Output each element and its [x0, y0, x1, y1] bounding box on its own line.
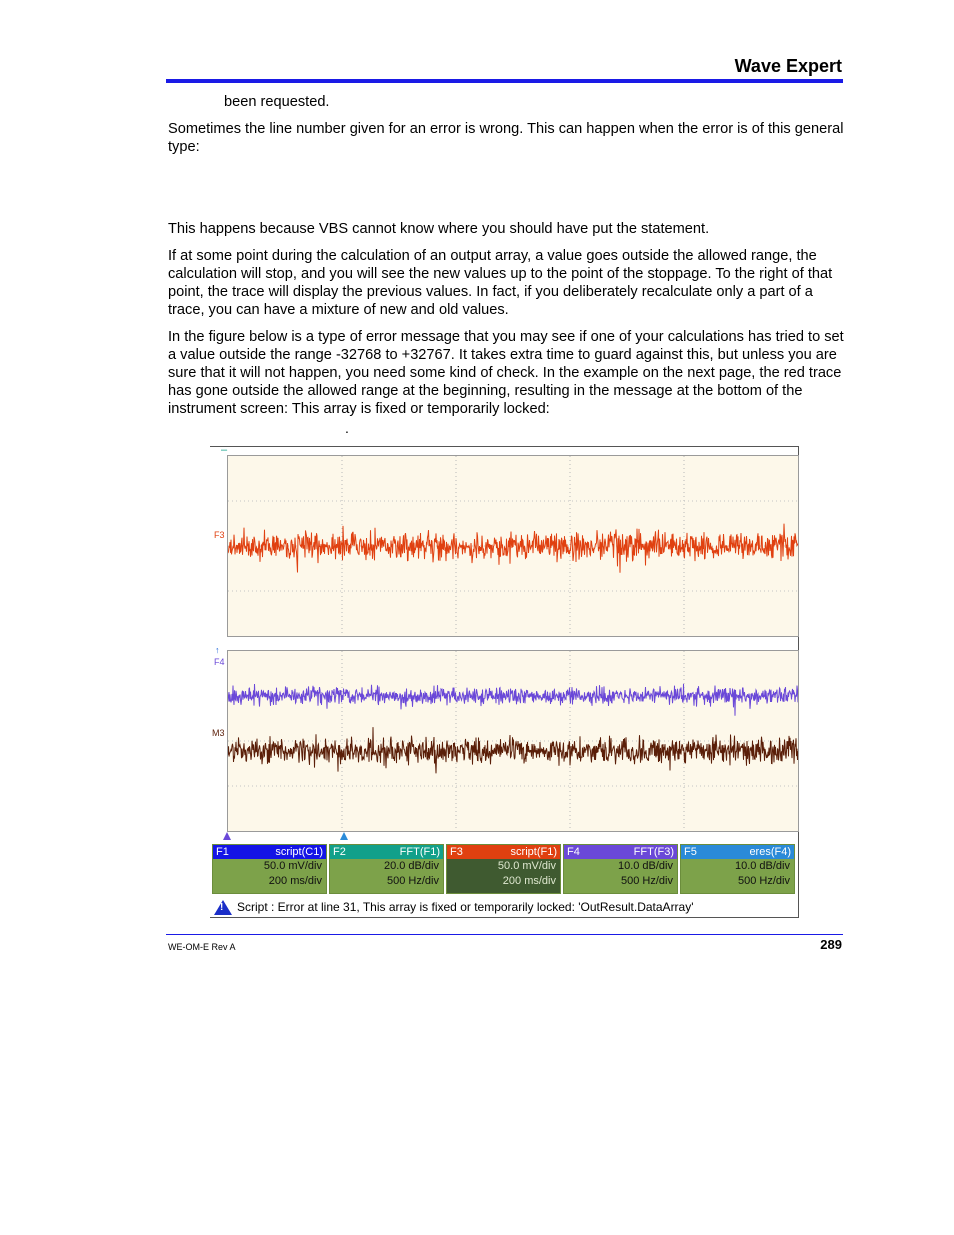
channel-vertical-scale: 50.0 mV/div	[263, 860, 322, 872]
status-message: Script : Error at line 31, This array is fixed or temporarily locked: 'OutResult.DataArray'	[237, 900, 694, 914]
channel-box-f4[interactable]	[563, 844, 678, 894]
channel-horizontal-scale: 200 ms/div	[268, 875, 322, 887]
channel-descriptor-boxes	[212, 844, 796, 892]
channel-function: eres(F4)	[749, 846, 791, 858]
channel-box-header	[330, 845, 443, 859]
channel-id: F2	[333, 846, 346, 858]
warning-icon-exclamation: !	[220, 902, 224, 913]
channel-box-header	[213, 845, 326, 859]
trace-label-f3: F3	[214, 530, 225, 540]
m3-trace	[228, 727, 798, 773]
channel-horizontal-scale: 200 ms/div	[502, 875, 556, 887]
trigger-marker-purple-icon	[223, 832, 231, 840]
channel-id: F3	[450, 846, 463, 858]
lower-trace-plot	[228, 651, 798, 831]
upper-grid	[227, 455, 799, 637]
paragraph-vbs: This happens because VBS cannot know where you should have put the statement.	[168, 221, 710, 237]
channel-function: script(F1)	[510, 846, 557, 858]
channel-box-f1[interactable]	[212, 844, 327, 894]
f3-trace	[228, 524, 798, 573]
trace-marker-dash: –	[221, 444, 228, 456]
channel-function: FFT(F1)	[399, 846, 440, 858]
channel-vertical-scale: 20.0 dB/div	[383, 860, 439, 872]
trace-label-f4: F4	[214, 657, 225, 667]
trace-label-m3: M3	[212, 728, 225, 738]
paragraph-output-array: If at some point during the calculation of an output array, a value goes outside the allowed range, the calculation will stop, and you will see the new values up to the point of the stoppage. To the right of that point, the trace will display the previous values. In fact, if you deliberately recalculate only a part of a trace, you can have a mixture of new and old values.	[168, 248, 833, 318]
footer-rule	[166, 934, 843, 935]
channel-id: F1	[216, 846, 229, 858]
footer-doc-id: WE-OM-E Rev A	[168, 942, 236, 952]
channel-horizontal-scale: 500 Hz/div	[738, 875, 790, 887]
channel-box-header	[681, 845, 794, 859]
lower-grid	[227, 650, 799, 832]
trigger-marker-cyan-icon	[340, 832, 348, 840]
channel-id: F4	[567, 846, 580, 858]
paragraph-continuation: been requested.	[224, 94, 330, 110]
channel-id: F5	[684, 846, 697, 858]
paragraph-line-number: Sometimes the line number given for an error is wrong. This can happen when the error is of this general type:	[168, 121, 844, 155]
channel-vertical-scale: 10.0 dB/div	[617, 860, 673, 872]
stray-dot: .	[345, 420, 349, 436]
channel-box-f2[interactable]	[329, 844, 444, 894]
status-bar	[212, 898, 796, 916]
page-header-title: Wave Expert	[734, 56, 842, 76]
channel-function: script(C1)	[275, 846, 323, 858]
channel-horizontal-scale: 500 Hz/div	[621, 875, 673, 887]
channel-box-header	[447, 845, 560, 859]
channel-horizontal-scale: 500 Hz/div	[387, 875, 439, 887]
channel-function: FFT(F3)	[633, 846, 674, 858]
channel-vertical-scale: 50.0 mV/div	[497, 860, 556, 872]
oscilloscope-screenshot	[210, 446, 799, 918]
channel-box-header	[564, 845, 677, 859]
paragraph-error-message: In the figure below is a type of error message that you may see if one of your calculations has tried to set a value outside the range -32768 to +32767. It takes extra time to guard against this, but unless you are sure that it will not happen, you need some kind of check. In the example on the next page, the red trace has gone outside the allowed range at the beginning, resulting in the message at the bottom of the instrument screen: This array is fixed or temporarily locked:	[168, 329, 844, 417]
upper-trace-plot	[228, 456, 798, 636]
header-rule	[166, 79, 843, 83]
channel-box-f5[interactable]	[680, 844, 795, 894]
arrow-up-icon: ↑	[215, 645, 220, 655]
channel-box-f3[interactable]	[446, 844, 561, 894]
channel-vertical-scale: 10.0 dB/div	[734, 860, 790, 872]
footer-page-number: 289	[820, 937, 842, 952]
f4-trace	[228, 684, 798, 716]
